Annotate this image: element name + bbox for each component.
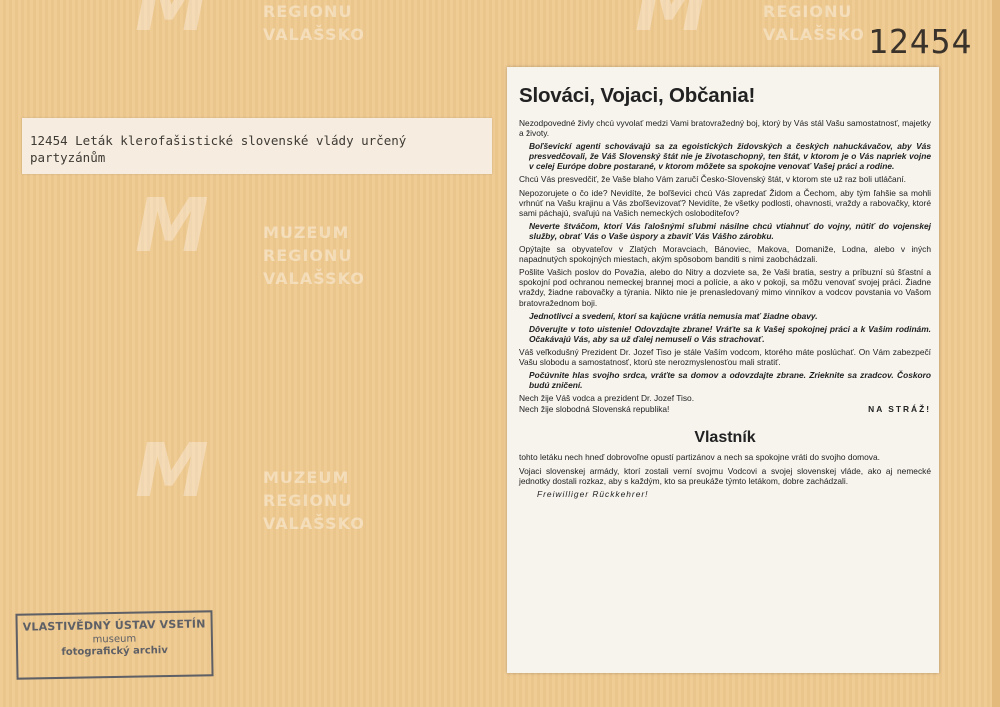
watermark-logo-icon: M bbox=[135, 183, 210, 269]
closing-lines bbox=[519, 393, 931, 414]
watermark-top-left: REGIONU VALAŠSKO bbox=[263, 0, 365, 46]
stamp-line-1: VLASTIVĚDNÝ ÚSTAV VSETÍN bbox=[22, 617, 206, 634]
leaflet-paragraph: Chcú Vás presvedčiť, že Vaše blaho Vám zaručí Česko-Slovenský štát, v ktorom ste už raz boli utláčaní. bbox=[519, 174, 907, 185]
watermark-middle: M MUZEUM REGIONU VALAŠSKO bbox=[135, 183, 365, 288]
watermark-logo-icon bbox=[135, 0, 210, 17]
leaflet-paragraph: Boľševickí agenti schovávajú sa za egoistických židovských a českých nahuckávačov, aby Vás presvedčovali, že Váš Slovenský štát nie je životaschopný, ten štát, v ktorom je o Vás napriek vojne v celej Európe dobre postarané, v ktorom môžete sa spokojne venovať Vašej práci a rodine. bbox=[529, 141, 931, 172]
leaflet-paragraph: Počúvnite hlas svojho srdca, vráťte sa domov a odovzdajte zbrane. Zrieknite sa zradcov. Čoskoro budú zničení. bbox=[529, 370, 931, 391]
freiwilliger: Freiwilliger Rückkehrer! bbox=[537, 488, 649, 499]
stamp-line-3: fotografický archiv bbox=[61, 645, 168, 658]
leaflet-headline: Slováci, Vojaci, Občania! bbox=[519, 84, 756, 107]
leaflet-paragraphs bbox=[519, 118, 931, 390]
watermark-logo-icon: M bbox=[135, 428, 210, 514]
leaflet-body bbox=[519, 84, 931, 499]
watermark-lower: M MUZEUM REGIONU VALAŠSKO bbox=[135, 428, 365, 533]
closing-line-2-row bbox=[519, 404, 931, 415]
stamp-line-2: museum bbox=[92, 633, 137, 646]
label-text: 12454 Leták klerofašistické slovenské vlády určený partyzánům bbox=[30, 133, 414, 165]
catalog-number: 12454 bbox=[868, 22, 973, 61]
leaflet-paragraph: Pošlite Vašich poslov do Považia, alebo do Nitry a dozviete sa, že Vaši bratia, sestry a príbuzní sú šťastní a spokojní pod ochranou nemeckej brannej moci a polície, a ako v pokoji, sa môžu venovať svojej práci. Žiadne vraždy, žiadne rabovačky a týrania. Nikto nie je prenasledovaný mimo vinníkov a vodcov povstania vo Vašom bratovražednom boji. bbox=[519, 267, 931, 308]
leaflet-subheading: Vlastník bbox=[694, 429, 756, 447]
closing-line-2: Nech žije slobodná Slovenská republika! bbox=[519, 403, 670, 414]
leaflet-paragraph: Váš veľkodušný Prezident Dr. Jozef Tiso je stále Vaším vodcom, ktorého máte poslúchať. On Vám zabezpečí Vašu slobodu a samostatnosť, ktorú ste nerozmyslenosťou mali stratiť. bbox=[519, 346, 931, 367]
board-edge bbox=[992, 0, 1000, 707]
label-strip bbox=[22, 118, 492, 174]
leaflet-paragraph: Opýtajte sa obyvateľov v Zlatých Moravciach, Bánoviec, Makova, Domaniže, Lodna, alebo v iných napadnutých spokojných miestach, akým spôsobom banditi s nimi zaobchádzali. bbox=[519, 244, 931, 265]
archive-stamp bbox=[15, 610, 213, 679]
leaflet-paragraph: Nepozorujete o čo ide? Nevidíte, že boľševici chcú Vás zapredať Židom a Čechom, aby tým ľahšie sa mohli vrhnúť na Vašu krajinu a Vás zboľševizovať? Nevidíte, že všetky podlosti, ohavnosti, vraždy a rabovačky, ktoré sami páchajú, svaľujú na Vašich nemeckých osloboditeľov? bbox=[519, 187, 931, 218]
watermark-top-right: REGIONU VALAŠSKO bbox=[763, 0, 865, 46]
leaflet bbox=[507, 67, 939, 673]
sub-paragraph: tohto letáku nech hneď dobrovoľne opustí partizánov a nech sa spokojne vráti do svojho domova. bbox=[519, 452, 880, 463]
leaflet-paragraph: Neverte štváčom, ktorí Vás ľalošnými sľubmi násilne chcú vtiahnuť do vojny, nútiť do vojenskej služby, obrať Vás o Vaše úspory a zbaviť Vás Vášho zárobku. bbox=[529, 220, 931, 241]
closing-line-1: Nech žije Váš vodca a prezident Dr. Jozef Tiso. bbox=[519, 393, 695, 404]
leaflet-paragraph: Jednotlivci a svedení, ktorí sa kajúcne vrátia nemusia mať žiadne obavy. bbox=[529, 310, 818, 321]
leaflet-paragraph: Nezodpovedné živly chcú vyvolať medzi Vami bratovražedný boj, ktorý by Vás stál Vašu samostatnosť, majetky a životy. bbox=[519, 118, 931, 139]
sub-paragraph: Vojaci slovenskej armády, ktorí zostali verní svojmu Vodcovi a svojej slovenskej vláde, ako aj nemecké jednotky dostali rozkaz, aby s každým, kto sa preukáže týmto letákom, dobre zachádzali. bbox=[519, 465, 931, 486]
leaflet-paragraph: Dôverujte v toto uistenie! Odovzdajte zbrane! Vráťte sa k Vašej spokojnej práci a k Vašim rodinám. Očakávajú Vás, aby sa už ďalej nemuseli o Vás strachovať. bbox=[529, 323, 931, 344]
na-straz: NA STRÁŽ! bbox=[868, 403, 931, 414]
watermark-logo-icon bbox=[635, 0, 710, 17]
